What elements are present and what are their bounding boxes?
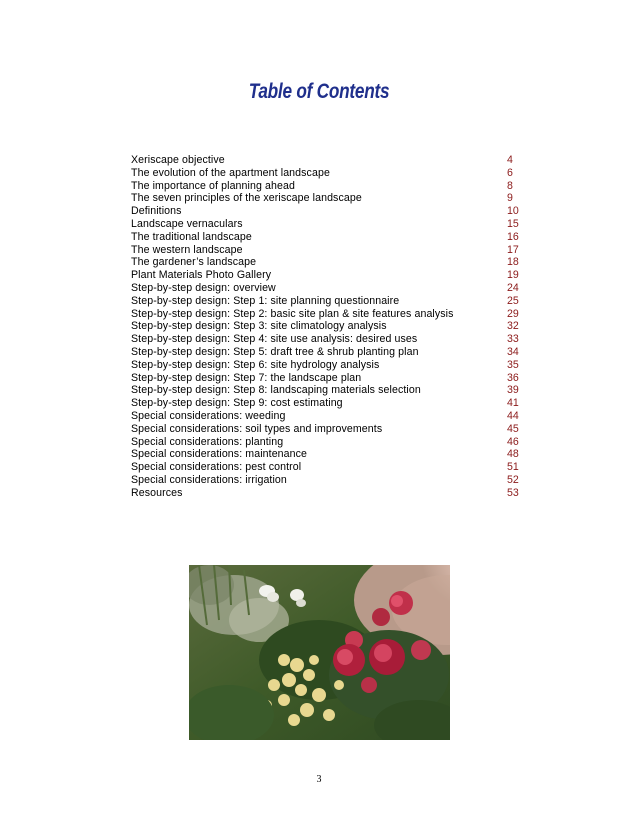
toc-entry[interactable] [131,359,521,372]
toc-entry-title: The gardener’s landscape [131,256,257,269]
toc-entry-page: 45 [507,422,519,435]
toc-entry-title: Step-by-step design: Step 7: the landscape plan [131,371,362,384]
toc-entry-title: Step-by-step design: Step 5: draft tree & shrub planting plan [131,345,419,358]
toc-entry-title: Plant Materials Photo Gallery [131,269,272,282]
toc-entry-page: 51 [507,461,519,474]
toc-entry-title: Resources [131,486,183,499]
toc-entry[interactable] [131,474,521,487]
toc-entry[interactable] [131,282,521,295]
toc-entry-title: Special considerations: pest control [131,461,302,474]
toc-entry-title: Step-by-step design: Step 8: landscaping materials selection [131,384,421,397]
toc-entry-page: 25 [507,294,519,307]
toc-entry[interactable] [131,192,521,205]
toc-entry-page: 35 [507,358,519,371]
page-title: Table of Contents [248,80,390,103]
toc-entry-title: The traditional landscape [131,230,252,243]
toc-entry-title: Definitions [131,205,182,218]
toc-entry-title: Step-by-step design: Step 4: site use analysis: desired uses [131,333,418,346]
toc-entry-page: 48 [507,448,519,461]
toc-entry-title: Special considerations: irrigation [131,473,287,486]
toc-entry-page: 19 [507,269,519,282]
toc-entry[interactable] [131,384,521,397]
toc-entry-title: The western landscape [131,243,243,256]
toc-entry-page: 15 [507,217,519,230]
toc-entry-page: 9 [507,192,513,205]
toc-entry[interactable] [131,410,521,423]
toc-entry-page: 10 [507,205,519,218]
toc-entry-title: Step-by-step design: Step 9: cost estimating [131,397,343,410]
toc-entry[interactable] [131,308,521,321]
toc-entry-page: 17 [507,243,519,256]
toc-entry-title: Special considerations: weeding [131,409,286,422]
toc-entry[interactable] [131,461,521,474]
toc-entry[interactable] [131,269,521,282]
toc-entry-title: Step-by-step design: Step 1: site planning questionnaire [131,294,400,307]
table-of-contents [131,154,521,500]
toc-entry-title: Special considerations: soil types and improvements [131,422,383,435]
toc-entry[interactable] [131,333,521,346]
toc-entry-page: 39 [507,384,519,397]
toc-entry[interactable] [131,244,521,257]
toc-entry-title: The evolution of the apartment landscape [131,166,330,179]
toc-entry[interactable] [131,372,521,385]
toc-entry[interactable] [131,487,521,500]
toc-entry[interactable] [131,397,521,410]
toc-entry-page: 29 [507,307,519,320]
toc-entry-title: Step-by-step design: Step 6: site hydrology analysis [131,358,380,371]
toc-entry-page: 8 [507,179,513,192]
toc-entry-title: The importance of planning ahead [131,179,295,192]
toc-entry-title: Step-by-step design: Step 2: basic site plan & site features analysis [131,307,454,320]
toc-entry-page: 4 [507,154,513,166]
toc-entry[interactable] [131,154,521,167]
toc-entry[interactable] [131,295,521,308]
toc-entry-page: 46 [507,435,519,448]
toc-entry[interactable] [131,256,521,269]
toc-entry[interactable] [131,205,521,218]
toc-entry-title: Landscape vernaculars [131,217,243,230]
toc-entry-page: 32 [507,320,519,333]
toc-entry[interactable] [131,346,521,359]
toc-entry[interactable] [131,320,521,333]
garden-photo-image [189,565,450,740]
toc-entry-page: 33 [507,333,519,346]
toc-entry[interactable] [131,448,521,461]
toc-entry-title: Step-by-step design: overview [131,281,276,294]
toc-entry[interactable] [131,167,521,180]
toc-entry-page: 36 [507,371,519,384]
toc-entry-title: Step-by-step design: Step 3: site climatology analysis [131,320,387,333]
toc-entry-title: Special considerations: planting [131,435,284,448]
toc-entry-page: 53 [507,486,519,499]
toc-entry-title: Special considerations: maintenance [131,448,308,461]
toc-entry-page: 44 [507,409,519,422]
toc-entry-page: 41 [507,397,519,410]
toc-entry-page: 6 [507,166,513,179]
toc-entry[interactable] [131,231,521,244]
toc-entry[interactable] [131,436,521,449]
toc-entry-title: Xeriscape objective [131,154,225,166]
toc-entry[interactable] [131,423,521,436]
toc-entry-page: 52 [507,473,519,486]
toc-entry-title: The seven principles of the xeriscape landscape [131,192,362,205]
page-number: 3 [316,774,322,785]
garden-photo [189,565,450,740]
toc-entry-page: 34 [507,345,519,358]
toc-entry[interactable] [131,218,521,231]
toc-entry-page: 18 [507,256,519,269]
toc-entry-page: 24 [507,281,519,294]
toc-entry[interactable] [131,180,521,193]
toc-entry-page: 16 [507,230,519,243]
